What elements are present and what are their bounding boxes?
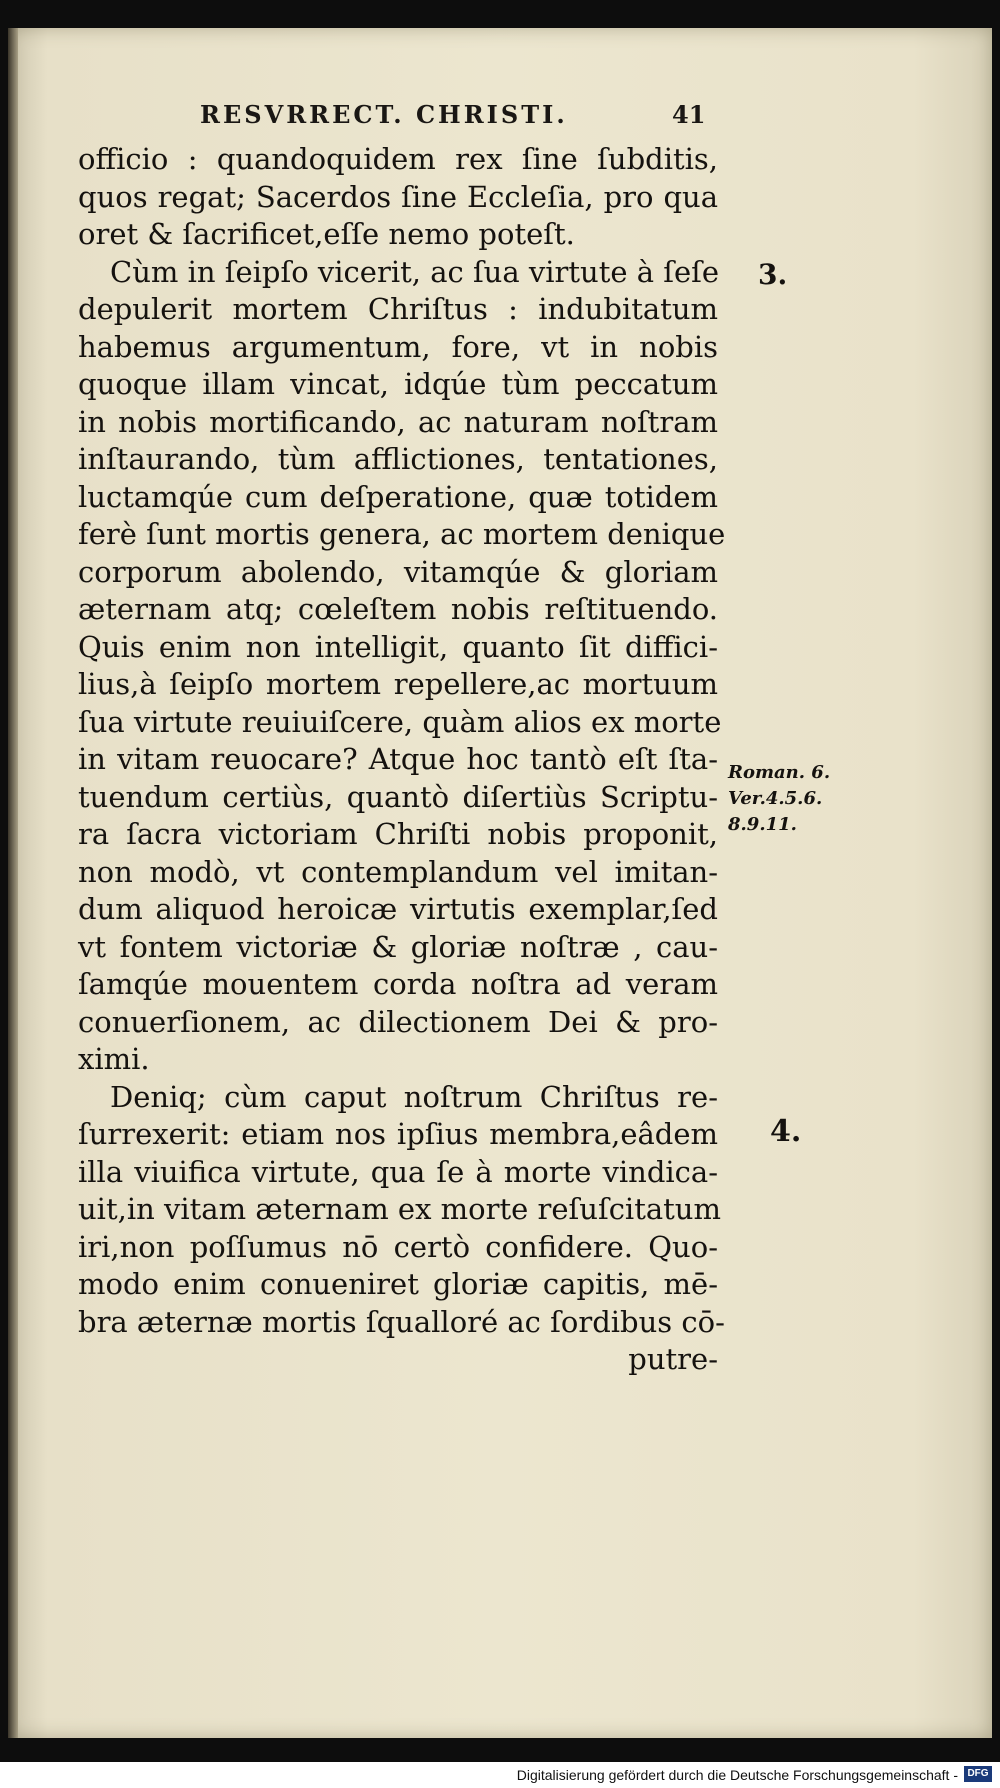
text-line: uit,in vitam æternam ex morte reſuſcitatum bbox=[78, 1192, 721, 1226]
text-line: ſurrexerit: etiam nos ipſius membra,eâdem bbox=[78, 1117, 718, 1151]
text-line: inſtaurando, tùm afflictiones, tentationes, bbox=[78, 442, 718, 476]
margin-reference bbox=[728, 760, 868, 838]
text-line: dum aliquod heroicæ virtutis exemplar,ſed bbox=[78, 892, 718, 926]
text-line: æternam atq; cœleſtem nobis reſtituendo. bbox=[78, 592, 718, 626]
margin-reference-line: Ver.4.5.6. bbox=[728, 788, 823, 809]
footer-credit: Digitalisierung gefördert durch die Deutsche Forschungsgemeinschaft - bbox=[516, 1767, 958, 1783]
text-line: ferè ſunt mortis genera, ac mortem denique bbox=[78, 517, 726, 551]
text-line: habemus argumentum, fore, vt in nobis bbox=[78, 329, 718, 364]
text-line: ximi. bbox=[78, 1042, 150, 1076]
margin-number-4: 4. bbox=[770, 1114, 802, 1149]
text-line: vt fontem victoriæ & gloriæ noſtræ , cau- bbox=[78, 929, 718, 964]
text-line: in nobis mortificando, ac naturam noſtram bbox=[78, 404, 718, 439]
text-line: corporum abolendo, vitamqúe & gloriam bbox=[78, 554, 718, 589]
text-line: Quis enim non intelligit, quanto ſit diffici- bbox=[78, 629, 718, 664]
margin-number-3: 3. bbox=[758, 258, 788, 291]
margin-reference-line: 8.9.11. bbox=[728, 814, 797, 835]
text-line: Deniq; cùm caput noſtrum Chriſtus re- bbox=[110, 1079, 718, 1114]
text-line: bra æternæ mortis ſqualloré ac ſordibus cō- bbox=[78, 1304, 725, 1339]
page-number: 41 bbox=[672, 100, 706, 129]
text-line: illa viuifica virtute, qua ſe à morte vindica- bbox=[78, 1154, 718, 1189]
text-line: oret & ſacrificet,eſſe nemo poteſt. bbox=[78, 217, 575, 251]
running-title: RESVRRECT. CHRISTI. bbox=[200, 100, 568, 129]
text-line: luctamqúe cum deſperatione, quæ totidem bbox=[78, 479, 718, 514]
text-line: non modò, vt contemplandum vel imitan- bbox=[78, 854, 718, 889]
text-line: iri,non poſſumus nō certò confidere. Quo- bbox=[78, 1229, 718, 1264]
running-head bbox=[8, 100, 992, 130]
text-line: Cùm in ſeipſo vicerit, ac ſua virtute à ſeſe bbox=[110, 254, 720, 289]
text-line: ſua virtute reuiuiſcere, quàm alios ex morte bbox=[78, 704, 722, 739]
digitization-footer bbox=[0, 1762, 1000, 1788]
text-line: quos regat; Sacerdos ſine Eccleſia, pro qua bbox=[78, 179, 718, 214]
binding-gutter bbox=[8, 28, 18, 1738]
text-line: ſamqúe mouentem corda noſtra ad veram bbox=[78, 967, 718, 1001]
text-line: lius,à ſeipſo mortem repellere,ac mortuum bbox=[78, 667, 718, 701]
text-line: officio : quandoquidem rex ſine ſubditis, bbox=[78, 142, 718, 176]
body-text bbox=[78, 141, 726, 1379]
text-line: ra ſacra victoriam Chriſti nobis proponit, bbox=[78, 817, 718, 851]
text-line: tuendum certiùs, quantò diſertiùs Scriptu- bbox=[78, 779, 718, 814]
text-line: quoque illam vincat, idqúe tùm peccatum bbox=[78, 367, 718, 401]
catchword: putre- bbox=[628, 1342, 718, 1376]
dfg-logo-icon: DFG bbox=[964, 1766, 992, 1782]
margin-reference-line: Roman. 6. bbox=[728, 762, 831, 783]
text-line: modo enim conueniret gloriæ capitis, mē- bbox=[78, 1267, 718, 1301]
text-line: depulerit mortem Chriſtus : indubitatum bbox=[78, 292, 718, 326]
text-line: conuerſionem, ac dilectionem Dei & pro- bbox=[78, 1004, 718, 1039]
text-line: in vitam reuocare? Atque hoc tantò eſt ſta- bbox=[78, 742, 718, 776]
book-page bbox=[8, 28, 992, 1738]
